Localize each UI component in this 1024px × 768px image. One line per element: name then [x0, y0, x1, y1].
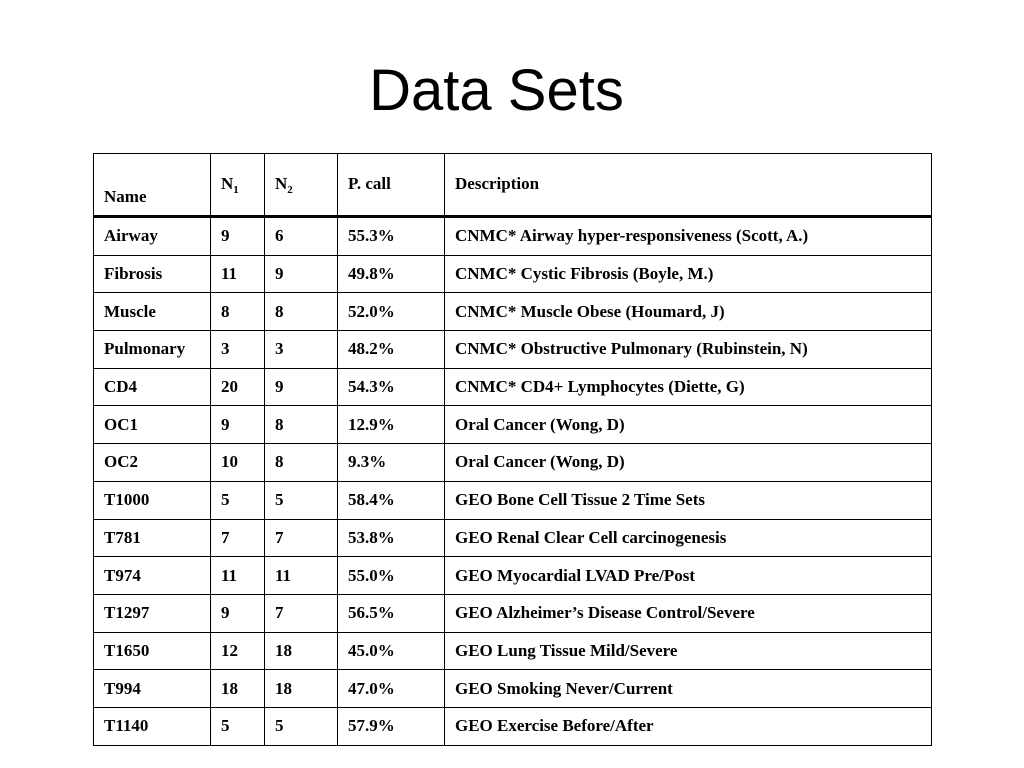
table-row [94, 293, 932, 331]
cell-n2: 5 [265, 481, 338, 519]
cell-name: T1000 [94, 481, 211, 519]
cell-pcall: 57.9% [338, 707, 445, 745]
table-row [94, 331, 932, 369]
cell-pcall: 48.2% [338, 331, 445, 369]
cell-description: Oral Cancer (Wong, D) [445, 444, 932, 482]
cell-description: CNMC* CD4+ Lymphocytes (Diette, G) [445, 368, 932, 406]
cell-description: CNMC* Cystic Fibrosis (Boyle, M.) [445, 255, 932, 293]
header-name: Name [94, 154, 211, 217]
table-row [94, 481, 932, 519]
cell-pcall: 47.0% [338, 670, 445, 708]
cell-name: T1297 [94, 594, 211, 632]
cell-n2: 7 [265, 519, 338, 557]
cell-description: GEO Lung Tissue Mild/Severe [445, 632, 932, 670]
cell-n2: 7 [265, 594, 338, 632]
header-pcall: P. call [338, 154, 445, 217]
cell-n2: 9 [265, 255, 338, 293]
table-row [94, 632, 932, 670]
header-n1-subscript: 1 [233, 184, 239, 196]
cell-pcall: 58.4% [338, 481, 445, 519]
cell-description: CNMC* Obstructive Pulmonary (Rubinstein, N) [445, 331, 932, 369]
cell-pcall: 45.0% [338, 632, 445, 670]
cell-pcall: 49.8% [338, 255, 445, 293]
cell-n1: 9 [211, 217, 265, 256]
cell-name: Fibrosis [94, 255, 211, 293]
table-row [94, 557, 932, 595]
header-n2-subscript: 2 [287, 184, 293, 196]
cell-n1: 9 [211, 406, 265, 444]
table-row [94, 519, 932, 557]
cell-n2: 9 [265, 368, 338, 406]
cell-n1: 20 [211, 368, 265, 406]
cell-name: Airway [94, 217, 211, 256]
cell-pcall: 55.3% [338, 217, 445, 256]
cell-n2: 5 [265, 707, 338, 745]
cell-n1: 11 [211, 557, 265, 595]
cell-description: GEO Alzheimer’s Disease Control/Severe [445, 594, 932, 632]
cell-n1: 9 [211, 594, 265, 632]
cell-n1: 18 [211, 670, 265, 708]
header-n1 [211, 154, 265, 217]
header-n1-label: N [221, 174, 234, 193]
table-row [94, 217, 932, 256]
cell-name: Muscle [94, 293, 211, 331]
cell-description: CNMC* Airway hyper-responsiveness (Scott, A.) [445, 217, 932, 256]
cell-n1: 3 [211, 331, 265, 369]
cell-pcall: 55.0% [338, 557, 445, 595]
cell-description: CNMC* Muscle Obese (Houmard, J) [445, 293, 932, 331]
cell-name: OC2 [94, 444, 211, 482]
cell-name: T781 [94, 519, 211, 557]
cell-n2: 8 [265, 406, 338, 444]
table-row [94, 670, 932, 708]
header-n2 [265, 154, 338, 217]
cell-pcall: 56.5% [338, 594, 445, 632]
data-sets-table [93, 153, 932, 746]
cell-n1: 7 [211, 519, 265, 557]
table-row [94, 444, 932, 482]
cell-n2: 8 [265, 293, 338, 331]
cell-n2: 18 [265, 632, 338, 670]
page-title: Data Sets [369, 58, 624, 123]
header-n2-label: N [275, 174, 288, 193]
table-row [94, 707, 932, 745]
table-row [94, 406, 932, 444]
cell-n1: 5 [211, 707, 265, 745]
cell-description: GEO Renal Clear Cell carcinogenesis [445, 519, 932, 557]
table-row [94, 594, 932, 632]
cell-n2: 18 [265, 670, 338, 708]
cell-description: Oral Cancer (Wong, D) [445, 406, 932, 444]
cell-n2: 8 [265, 444, 338, 482]
cell-name: T1650 [94, 632, 211, 670]
cell-pcall: 9.3% [338, 444, 445, 482]
table-row [94, 368, 932, 406]
cell-pcall: 12.9% [338, 406, 445, 444]
cell-name: Pulmonary [94, 331, 211, 369]
cell-n1: 5 [211, 481, 265, 519]
table-header-row [94, 154, 932, 217]
cell-description: GEO Smoking Never/Current [445, 670, 932, 708]
cell-description: GEO Exercise Before/After [445, 707, 932, 745]
cell-name: CD4 [94, 368, 211, 406]
cell-pcall: 53.8% [338, 519, 445, 557]
cell-n2: 3 [265, 331, 338, 369]
cell-n2: 6 [265, 217, 338, 256]
cell-description: GEO Bone Cell Tissue 2 Time Sets [445, 481, 932, 519]
cell-n1: 8 [211, 293, 265, 331]
cell-description: GEO Myocardial LVAD Pre/Post [445, 557, 932, 595]
cell-n1: 10 [211, 444, 265, 482]
cell-n2: 11 [265, 557, 338, 595]
cell-pcall: 54.3% [338, 368, 445, 406]
cell-pcall: 52.0% [338, 293, 445, 331]
cell-name: T1140 [94, 707, 211, 745]
cell-name: T974 [94, 557, 211, 595]
header-description: Description [445, 154, 932, 217]
table-row [94, 255, 932, 293]
cell-name: T994 [94, 670, 211, 708]
cell-n1: 11 [211, 255, 265, 293]
cell-n1: 12 [211, 632, 265, 670]
cell-name: OC1 [94, 406, 211, 444]
